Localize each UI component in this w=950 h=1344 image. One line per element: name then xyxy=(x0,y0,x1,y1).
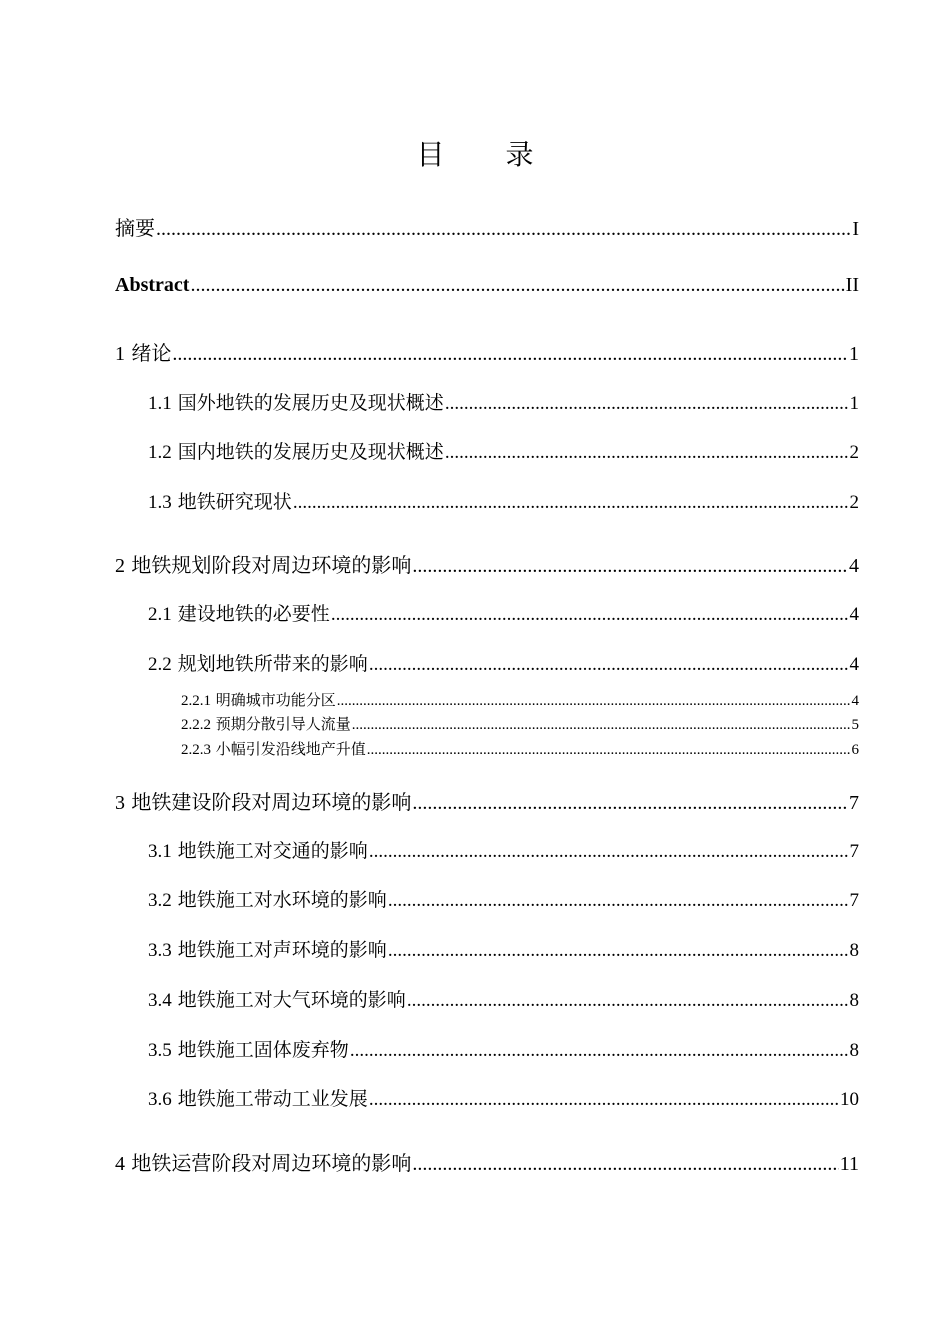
toc-entry-page: 7 xyxy=(849,841,859,862)
leader-dots xyxy=(445,442,849,464)
toc-entry-label xyxy=(148,437,444,464)
section-number: 1.1 xyxy=(148,393,172,414)
section-title: 地铁施工对声环境的影响 xyxy=(177,939,387,961)
section-number: 2.1 xyxy=(148,604,172,625)
toc-entry-page: 1 xyxy=(849,393,859,414)
toc-entry-2-2-1[interactable] xyxy=(181,689,859,710)
section-number: 3.4 xyxy=(148,990,172,1011)
toc-entry-label xyxy=(148,935,387,962)
section-title: 明确城市功能分区 xyxy=(215,691,336,709)
section-number: 2.2 xyxy=(148,654,172,675)
toc-entry-label xyxy=(148,836,368,863)
toc-entry-label: Abstract xyxy=(115,274,190,296)
toc-entry-1-2[interactable] xyxy=(148,437,859,464)
leader-dots xyxy=(412,555,848,578)
toc-entry-page: 4 xyxy=(849,555,859,577)
section-number: 3 xyxy=(115,792,125,814)
toc-entry-page: 2 xyxy=(849,492,859,513)
section-title: 地铁规划阶段对周边环境的影响 xyxy=(131,553,412,577)
toc-entry-3-5[interactable] xyxy=(148,1035,859,1062)
toc-entry-label xyxy=(148,388,444,415)
toc-entry-3-2[interactable] xyxy=(148,885,859,912)
toc-entry-label xyxy=(148,487,292,514)
toc-entry-page: 11 xyxy=(839,1153,859,1175)
toc-entry-1-1[interactable] xyxy=(148,388,859,415)
toc-entry-abstract-cn[interactable] xyxy=(115,212,859,241)
toc-entry-page: 4 xyxy=(851,693,859,709)
section-number: 2.2.3 xyxy=(181,742,211,758)
toc-entry-label xyxy=(115,337,171,366)
toc-entry-page: 2 xyxy=(849,442,859,463)
toc-entry-label xyxy=(148,1084,368,1111)
toc-entry-page: 7 xyxy=(849,890,859,911)
toc-entry-page: II xyxy=(845,274,859,296)
toc-entry-3-3[interactable] xyxy=(148,935,859,962)
section-number: 3.2 xyxy=(148,890,172,911)
leader-dots xyxy=(293,492,849,514)
toc-entry-chapter-3[interactable] xyxy=(115,786,859,815)
section-title: 地铁施工带动工业发展 xyxy=(177,1088,368,1110)
toc-entry-label xyxy=(181,738,366,759)
toc-entry-label xyxy=(148,885,387,912)
toc-entry-label xyxy=(115,1147,411,1176)
leader-dots xyxy=(367,742,851,759)
leader-dots xyxy=(388,940,849,962)
section-title: 地铁施工对水环境的影响 xyxy=(177,889,387,911)
toc-entry-2-2-2[interactable] xyxy=(181,713,859,734)
leader-dots xyxy=(337,693,851,710)
section-number: 2 xyxy=(115,555,125,577)
leader-dots xyxy=(407,990,849,1012)
toc-entry-label xyxy=(148,1035,349,1062)
section-title: 小幅引发沿线地产升值 xyxy=(215,740,366,758)
toc-entry-chapter-4[interactable] xyxy=(115,1147,859,1176)
toc-entry-page: 10 xyxy=(840,1089,859,1110)
toc-entry-label xyxy=(115,549,411,578)
toc-entry-page: 8 xyxy=(849,940,859,961)
leader-dots xyxy=(369,1089,839,1111)
toc-entry-page: I xyxy=(852,218,859,240)
section-title: 地铁施工固体废弃物 xyxy=(177,1039,349,1061)
section-title: 地铁研究现状 xyxy=(177,491,292,513)
leader-dots xyxy=(445,393,849,415)
toc-entry-abstract-en[interactable] xyxy=(115,274,859,297)
leader-dots xyxy=(388,890,849,912)
toc-entry-page: 1 xyxy=(849,343,859,365)
leader-dots xyxy=(350,1040,849,1062)
section-title: 绪论 xyxy=(131,341,172,365)
toc-entry-label xyxy=(148,985,406,1012)
leader-dots xyxy=(369,654,849,676)
section-number: 3.6 xyxy=(148,1089,172,1110)
section-number: 1.2 xyxy=(148,442,172,463)
section-title: 地铁施工对交通的影响 xyxy=(177,840,368,862)
toc-entry-label xyxy=(148,649,368,676)
leader-dots xyxy=(352,717,851,734)
toc-entry-page: 7 xyxy=(849,792,859,814)
section-number: 3.5 xyxy=(148,1040,172,1061)
page-title: 目 录 xyxy=(416,138,560,171)
toc-entry-label xyxy=(115,786,411,815)
leader-dots xyxy=(331,604,849,626)
section-number: 1.3 xyxy=(148,492,172,513)
toc-entry-3-6[interactable] xyxy=(148,1084,859,1111)
toc-entry-page: 6 xyxy=(851,742,859,758)
section-number: 3.1 xyxy=(148,841,172,862)
section-title: 规划地铁所带来的影响 xyxy=(177,653,368,675)
toc-entry-3-1[interactable] xyxy=(148,836,859,863)
toc-entry-1-3[interactable] xyxy=(148,487,859,514)
toc-entry-page: 4 xyxy=(849,604,859,625)
section-title: 国外地铁的发展历史及现状概述 xyxy=(177,392,444,414)
section-title: 地铁施工对大气环境的影响 xyxy=(177,989,406,1011)
toc-entry-chapter-2[interactable] xyxy=(115,549,859,578)
section-number: 4 xyxy=(115,1153,125,1175)
toc-entry-page: 4 xyxy=(849,654,859,675)
toc-entry-2-2-3[interactable] xyxy=(181,738,859,759)
leader-dots xyxy=(156,218,851,241)
section-number: 2.2.2 xyxy=(181,717,211,733)
toc-entry-label xyxy=(181,713,351,734)
section-number: 3.3 xyxy=(148,940,172,961)
toc-entry-3-4[interactable] xyxy=(148,985,859,1012)
toc-entry-2-2[interactable] xyxy=(148,649,859,676)
toc-entry-2-1[interactable] xyxy=(148,599,859,626)
leader-dots xyxy=(412,792,848,815)
leader-dots xyxy=(412,1153,838,1176)
toc-entry-page: 5 xyxy=(851,717,859,733)
section-number: 2.2.1 xyxy=(181,693,211,709)
toc-entry-chapter-1[interactable] xyxy=(115,337,859,366)
section-title: 预期分散引导人流量 xyxy=(215,715,351,733)
section-title: 国内地铁的发展历史及现状概述 xyxy=(177,441,444,463)
section-title: 地铁运营阶段对周边环境的影响 xyxy=(131,1151,412,1175)
toc-entry-page: 8 xyxy=(849,990,859,1011)
section-number: 1 xyxy=(115,343,125,365)
leader-dots xyxy=(369,841,849,863)
leader-dots xyxy=(190,274,844,297)
leader-dots xyxy=(172,343,848,366)
toc-entry-label xyxy=(148,599,330,626)
section-title: 地铁建设阶段对周边环境的影响 xyxy=(131,790,412,814)
toc-entry-label: 摘要 xyxy=(115,216,155,240)
section-title: 建设地铁的必要性 xyxy=(177,603,330,625)
toc-entry-label xyxy=(181,689,336,710)
toc-entry-page: 8 xyxy=(849,1040,859,1061)
